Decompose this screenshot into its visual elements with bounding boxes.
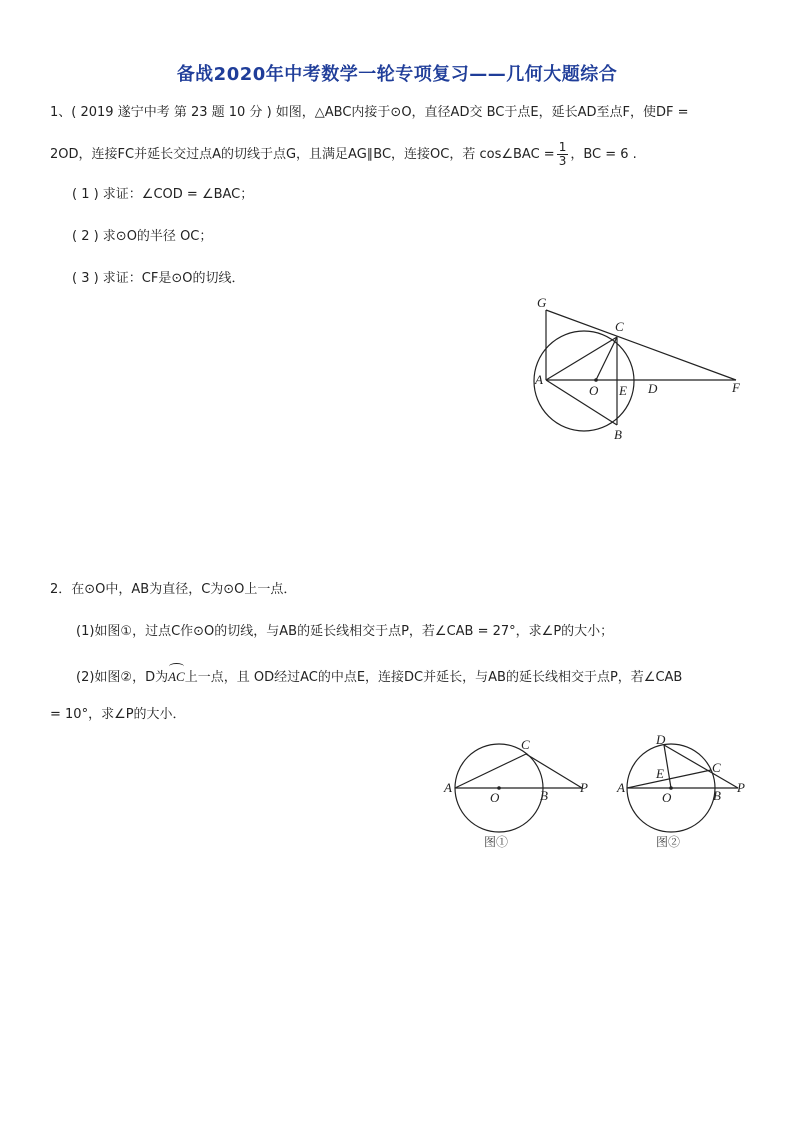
problem1-line2-pre: 2OD，连接FC并延长交过点A的切线于点G，且满足AG∥BC，连接OC，若 cos∠BAC = <box>50 147 555 162</box>
label-d: D <box>648 381 658 396</box>
label-o: O <box>589 383 599 398</box>
fig2-label-p: P <box>737 780 745 795</box>
fraction-numerator: 1 <box>558 140 567 154</box>
problem1-question1: ( 1 ) 求证：∠COD = ∠BAC； <box>72 187 254 202</box>
problem1-line1: 1、( 2019 遂宁中考 第 23 题 10 分 ) 如图，△ABC内接于⊙O，直径AD交 BC于点E，延长AD至点F，使DF = <box>50 105 689 120</box>
problem2-question1: (1)如图①，过点C作⊙O的切线，与AB的延长线相交于点P，若∠CAB = 27°，求∠P的大小； <box>76 624 614 639</box>
fig1-label-p: P <box>580 780 588 795</box>
fig2-caption: 图② <box>656 835 681 849</box>
label-f: F <box>732 380 740 395</box>
label-e: E <box>619 383 627 398</box>
problem1-question2: ( 2 ) 求⊙O的半径 OC； <box>72 229 213 244</box>
problem2-question2-line2: = 10°，求∠P的大小． <box>50 707 186 722</box>
label-g: G <box>537 295 547 310</box>
fig2-segment-do <box>664 745 671 788</box>
problem2-question2-post: 上一点，且 OD经过AC的中点E，连接DC并延长，与AB的延长线相交于点P，若∠CAB <box>184 670 683 685</box>
fig1-label-a: A <box>444 780 452 795</box>
fig2-label-a: A <box>617 780 625 795</box>
arc-ac-label: AC <box>168 669 185 684</box>
problem2-line1: 2．在⊙O中，AB为直径，C为⊙O上一点． <box>50 582 297 597</box>
fig2-label-e: E <box>656 766 664 781</box>
problem2-question2-pre: (2)如图②，D为 <box>76 670 169 685</box>
fig2-segment-dp <box>664 745 738 788</box>
label-b: B <box>614 427 622 442</box>
fig1-tangent-cp <box>526 754 582 788</box>
fig2-label-d: D <box>656 732 666 747</box>
problem1-line2-post: ，BC = 6 . <box>570 147 637 162</box>
fig2-label-c: C <box>712 760 721 775</box>
label-c: C <box>615 319 624 334</box>
fig1-label-c: C <box>521 737 530 752</box>
label-a: A <box>535 372 543 387</box>
fig1-label-o: O <box>490 790 500 805</box>
fraction-denominator: 3 <box>558 154 567 168</box>
fig1-caption: 图① <box>484 835 509 849</box>
fig2-label-b: B <box>713 788 721 803</box>
fig2-label-o: O <box>662 790 672 805</box>
problem1-question3: ( 3 ) 求证：CF是⊙O的切线． <box>72 271 245 286</box>
page-title: 备战2020年中考数学一轮专项复习——几何大题综合 <box>176 64 618 85</box>
fig1-label-b: B <box>540 788 548 803</box>
